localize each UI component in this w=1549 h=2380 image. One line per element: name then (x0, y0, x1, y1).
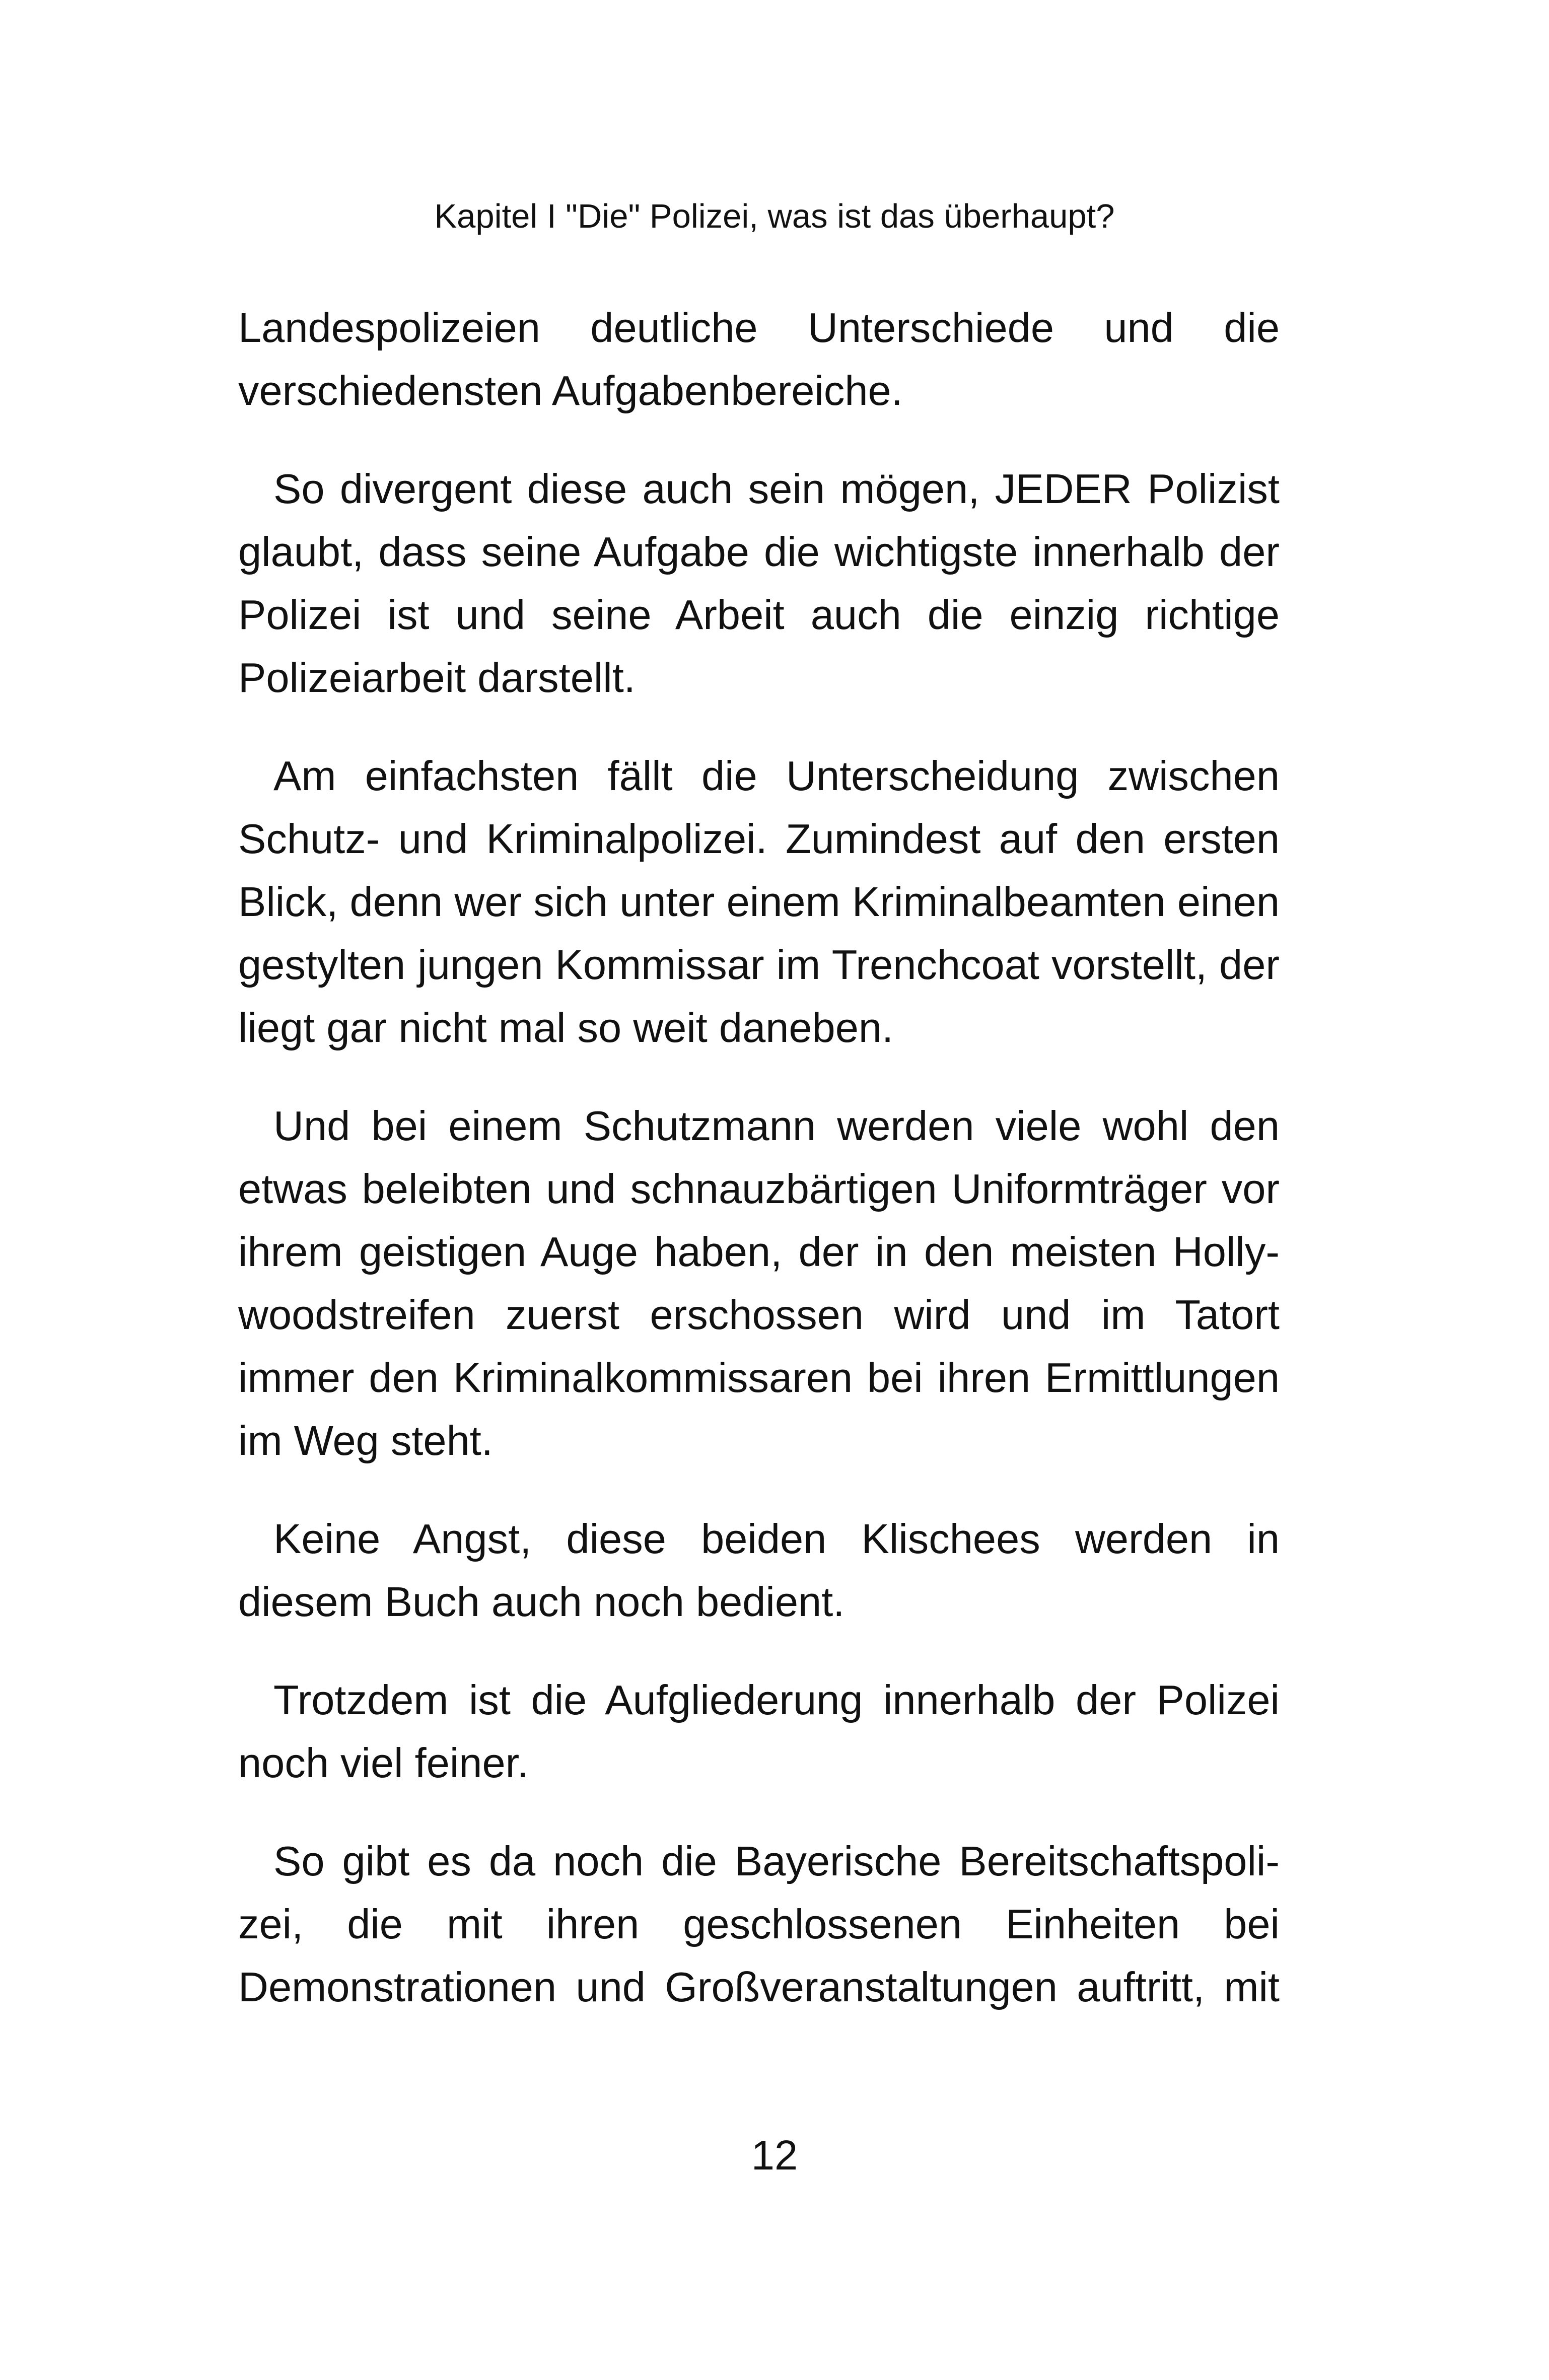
text-line: Keine Angst, diese beiden Klischees werden in (273, 1515, 1280, 1562)
text-line: immer den Kriminalkommissaren bei ihren Ermittlungen (238, 1354, 1280, 1401)
text-line: etwas beleibten und schnauzbärtigen Uniformträger vor (238, 1165, 1280, 1212)
text-line: verschiedensten Aufgabenbereiche. (238, 367, 903, 414)
text-line: Landespolizeien deutliche Unterschiede und die (238, 304, 1280, 351)
paragraph-gap (238, 1633, 1280, 1668)
text-line: ihrem geistigen Auge haben, der in den meisten Holly- (238, 1228, 1280, 1275)
text-line: Und bei einem Schutzmann werden viele wohl den (273, 1102, 1280, 1149)
text-line: So gibt es da noch die Bayerische Bereitschaftspoli- (273, 1838, 1280, 1884)
paragraph (238, 296, 1280, 422)
text-line: glaubt, dass seine Aufgabe die wichtigste innerhalb der (238, 528, 1280, 575)
paragraph (238, 1668, 1280, 1794)
paragraph-gap (238, 1794, 1280, 1830)
body-text (238, 296, 1280, 2018)
text-line: Trotzdem ist die Aufgliederung innerhalb der Polizei (273, 1676, 1280, 1723)
paragraph (238, 744, 1280, 1059)
text-line: Am einfachsten fällt die Unterscheidung zwischen (273, 752, 1280, 799)
text-line: Polizeiarbeit darstellt. (238, 654, 636, 701)
paragraph-gap (238, 709, 1280, 744)
text-line: Demonstrationen und Großveranstaltungen auftritt, mit (238, 1964, 1280, 2010)
text-line: So divergent diese auch sein mögen, JEDER Polizist (273, 465, 1280, 512)
text-line: zei, die mit ihren geschlossenen Einheiten bei (238, 1901, 1280, 1947)
text-line: Blick, denn wer sich unter einem Kriminalbeamten einen (238, 878, 1280, 925)
text-line: woodstreifen zuerst erschossen wird und im Tatort (238, 1291, 1280, 1338)
text-line: gestylten jungen Kommissar im Trenchcoat vorstellt, der (238, 941, 1280, 988)
paragraph-gap (238, 422, 1280, 457)
paragraph (238, 1507, 1280, 1633)
paragraph (238, 1830, 1280, 2018)
text-line: noch viel feiner. (238, 1739, 529, 1786)
paragraph (238, 457, 1280, 709)
text-line: diesem Buch auch noch bedient. (238, 1578, 845, 1625)
paragraph-gap (238, 1472, 1280, 1507)
text-line: im Weg steht. (238, 1417, 493, 1464)
paragraph-gap (238, 1059, 1280, 1094)
page-number: 12 (751, 2132, 798, 2179)
text-line: liegt gar nicht mal so weit daneben. (238, 1004, 894, 1051)
text-line: Schutz- und Kriminalpolizei. Zumindest auf den ersten (238, 815, 1280, 862)
paragraph (238, 1094, 1280, 1472)
running-head: Kapitel I "Die" Polizei, was ist das überhaupt? (434, 197, 1115, 235)
text-line: Polizei ist und seine Arbeit auch die einzig richtige (238, 591, 1280, 638)
